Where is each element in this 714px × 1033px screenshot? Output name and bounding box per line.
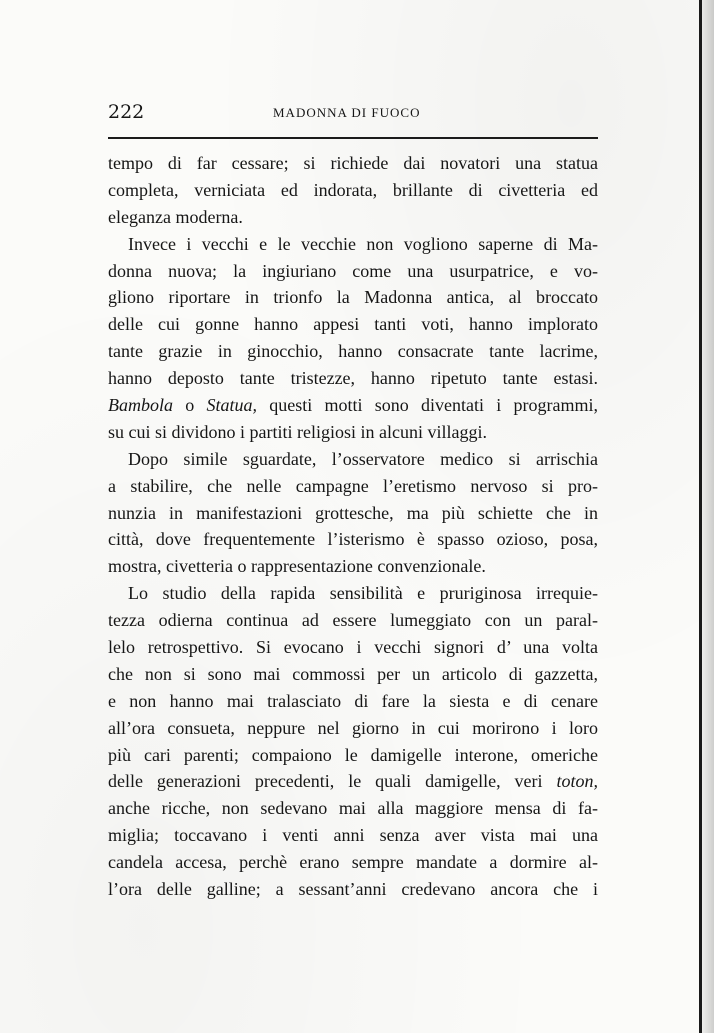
italic-word: toton, xyxy=(556,771,598,792)
text-line: hanno deposto tante tristezze, hanno ripetuto tante estasi. xyxy=(108,368,598,389)
text-line: candela accesa, perchè erano sempre mandate a dormire al- xyxy=(108,852,598,873)
text-line-with-italics xyxy=(108,392,598,419)
text-line: completa, verniciata ed indorata, brillante di civetteria ed xyxy=(108,179,598,200)
text-line: mostra, civetteria o rappresentazione convenzionale. xyxy=(108,556,486,577)
text-line: tante grazie in ginocchio, hanno consacrate tante lacrime, xyxy=(108,341,598,362)
book-spine-edge xyxy=(699,0,702,1033)
text-line: che non si sono mai commossi per un articolo di gazzetta, xyxy=(108,663,598,684)
text-line: l’ora delle galline; a sessant’anni credevano ancora che i xyxy=(108,879,598,900)
text-line: su cui si dividono i partiti religiosi in alcuni villaggi. xyxy=(108,421,487,442)
text-line: Invece i vecchi e le vecchie non vogliono saperne di Ma- xyxy=(128,233,598,254)
text-fragment: questi motti sono diventati i programmi, xyxy=(257,395,598,416)
text-line: lelo retrospettivo. Si evocano i vecchi signori d’ una volta xyxy=(108,637,598,658)
text-line-with-italics xyxy=(108,768,598,795)
page-edge-shadow xyxy=(702,0,714,1033)
text-line: tezza odierna continua ad essere lumeggiato con un paral- xyxy=(108,610,598,631)
text-line: miglia; toccavano i venti anni senza aver vista mai una xyxy=(108,825,598,846)
text-line: e non hanno mai tralasciato di fare la siesta e di cenare xyxy=(108,690,598,711)
text-fragment: delle generazioni precedenti, le quali damigelle, veri xyxy=(108,771,557,792)
text-line: delle cui gonne hanno appesi tanti voti, hanno implorato xyxy=(108,314,598,335)
text-line: eleganza moderna. xyxy=(108,206,243,227)
text-line: Lo studio della rapida sensibilità e pruriginosa irrequie- xyxy=(128,583,598,604)
running-title: MADONNA DI FUOCO xyxy=(273,105,421,120)
text-line: all’ora consueta, neppure nel giorno in cui morirono i loro xyxy=(108,717,598,738)
italic-word: Bambola xyxy=(108,395,173,416)
text-line: donna nuova; la ingiuriano come una usurpatrice, e vo- xyxy=(108,260,598,281)
text-line: tempo di far cessare; si richiede dai novatori una statua xyxy=(108,153,598,173)
text-line: anche ricche, non sedevano mai alla maggiore mensa di fa- xyxy=(108,798,598,819)
page-header xyxy=(108,100,598,126)
text-fragment: o xyxy=(173,395,207,416)
text-line: a stabilire, che nelle campagne l’eretismo nervoso si pro- xyxy=(108,475,598,496)
body-text xyxy=(108,150,598,903)
text-line: Dopo simile sguardate, l’osservatore medico si arrischia xyxy=(128,448,598,469)
text-line: gliono riportare in trionfo la Madonna antica, al broccato xyxy=(108,287,598,308)
text-line: più cari parenti; compaiono le damigelle interone, omeriche xyxy=(108,744,598,765)
text-line: nunzia in manifestazioni grottesche, ma più schiette che in xyxy=(108,502,598,523)
italic-word: Statua, xyxy=(206,395,258,416)
text-line: città, dove frequentemente l’isterismo è spasso ozioso, posa, xyxy=(108,529,598,550)
header-rule xyxy=(108,137,598,139)
page-number: 222 xyxy=(108,101,145,123)
